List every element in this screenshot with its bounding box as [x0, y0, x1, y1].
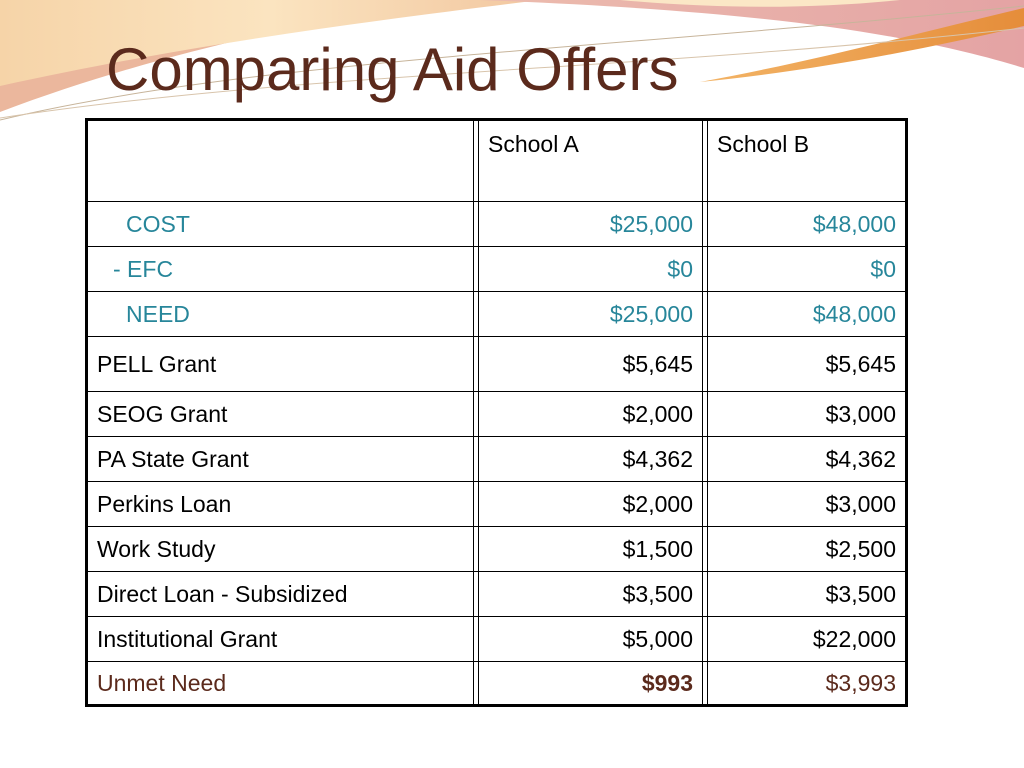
row-label: Work Study [87, 527, 474, 572]
table-row-need [87, 292, 907, 337]
table-row-efc [87, 247, 907, 292]
school-b-value: $5,645 [708, 337, 907, 392]
school-a-value: $993 [479, 662, 703, 706]
row-label: COST [87, 202, 474, 247]
row-label: PELL Grant [87, 337, 474, 392]
table-row-direct-loan-subsidized [87, 572, 907, 617]
row-label: Perkins Loan [87, 482, 474, 527]
school-a-value: $2,000 [479, 482, 703, 527]
school-a-value: $5,000 [479, 617, 703, 662]
school-a-value: $2,000 [479, 392, 703, 437]
table-row-unmet-need [87, 662, 907, 706]
row-label: Institutional Grant [87, 617, 474, 662]
table-row-institutional-grant [87, 617, 907, 662]
table-row-pa-state-grant [87, 437, 907, 482]
row-label: - EFC [87, 247, 474, 292]
school-a-value: $25,000 [479, 292, 703, 337]
school-a-value: $5,645 [479, 337, 703, 392]
table-row-work-study [87, 527, 907, 572]
aid-comparison-table [85, 118, 908, 707]
school-b-value: $3,000 [708, 392, 907, 437]
row-label: NEED [87, 292, 474, 337]
school-b-value: $48,000 [708, 202, 907, 247]
table-row-cost [87, 202, 907, 247]
table-row-seog-grant [87, 392, 907, 437]
school-b-value: $4,362 [708, 437, 907, 482]
school-a-value: $1,500 [479, 527, 703, 572]
table-header-row [87, 120, 907, 202]
table-row-pell-grant [87, 337, 907, 392]
school-b-value: $3,993 [708, 662, 907, 706]
slide-title: Comparing Aid Offers [106, 36, 679, 103]
school-b-value: $2,500 [708, 527, 907, 572]
row-label: PA State Grant [87, 437, 474, 482]
school-a-value: $0 [479, 247, 703, 292]
header-school-b: School B [708, 120, 907, 202]
school-b-value: $48,000 [708, 292, 907, 337]
school-a-value: $3,500 [479, 572, 703, 617]
school-a-value: $4,362 [479, 437, 703, 482]
row-label: Unmet Need [87, 662, 474, 706]
row-label: SEOG Grant [87, 392, 474, 437]
header-label-cell [87, 120, 474, 202]
school-b-value: $3,500 [708, 572, 907, 617]
table-row-perkins-loan [87, 482, 907, 527]
school-a-value: $25,000 [479, 202, 703, 247]
school-b-value: $0 [708, 247, 907, 292]
school-b-value: $22,000 [708, 617, 907, 662]
row-label: Direct Loan - Subsidized [87, 572, 474, 617]
school-b-value: $3,000 [708, 482, 907, 527]
header-school-a: School A [479, 120, 703, 202]
